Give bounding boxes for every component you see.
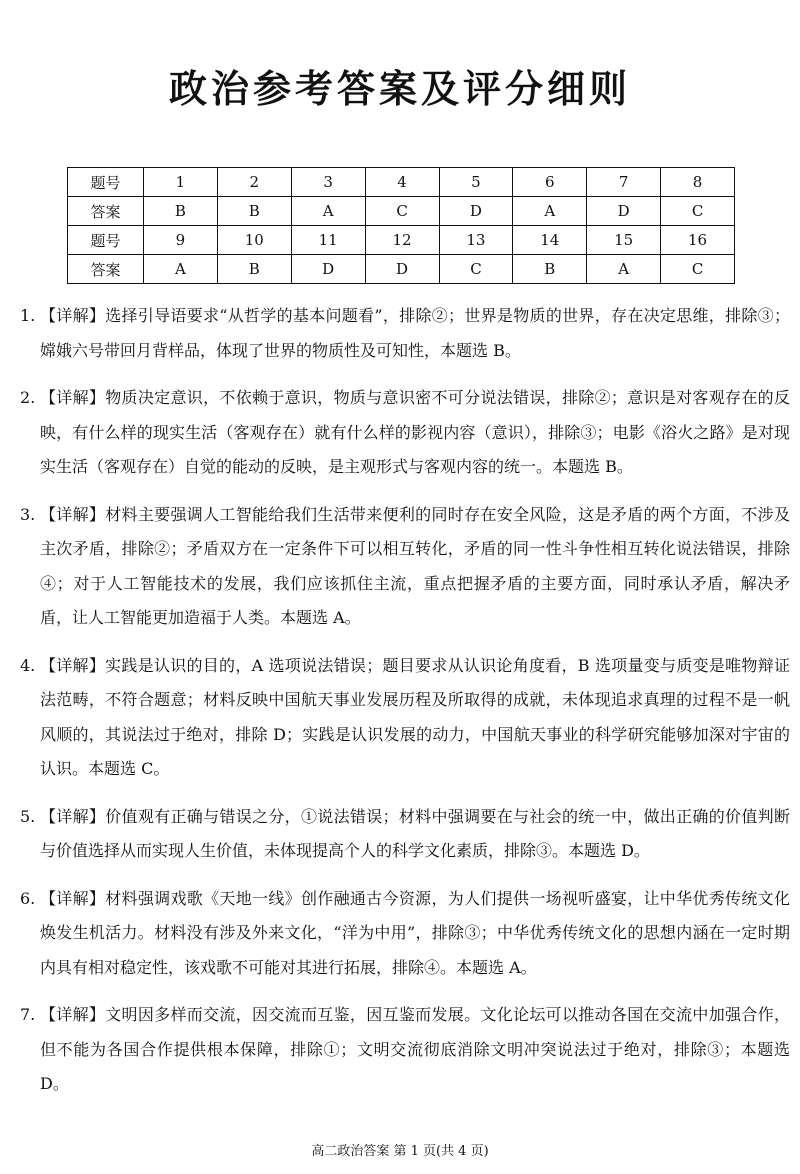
answer-cell: 15 xyxy=(587,226,661,255)
item-text: 【详解】材料强调戏歌《天地一线》创作融通古今资源，为人们提供一场视听盛宴，让中华优秀传统文化焕发生机活力。材料没有涉及外来文化，“洋为中用”，排除③；中华优秀传统文化的思想内涵在一定时期内具有相对稳定性，该戏歌不可能对其进行拓展，排除④。本题选 A。 xyxy=(40,888,790,977)
answer-cell: 16 xyxy=(661,226,735,255)
explanation-item xyxy=(20,381,790,485)
answer-cell: A xyxy=(291,197,365,226)
answer-cell: B xyxy=(513,255,587,284)
answer-cell: 9 xyxy=(144,226,218,255)
answer-cell: D xyxy=(365,255,439,284)
item-number: 6. xyxy=(20,888,36,908)
answer-cell: 6 xyxy=(513,168,587,197)
explanations xyxy=(20,299,790,1102)
item-text: 【详解】文明因多样而交流，因交流而互鉴，因互鉴而发展。文化论坛可以推动各国在交流中加强合作，但不能为各国合作提供根本保障，排除①；文明交流彻底消除文明冲突说法过于绝对，排除③；本题选 D。 xyxy=(40,1005,790,1093)
item-text: 【详解】实践是认识的目的，A 选项说法错误；题目要求从认识论角度看，B 选项量变与质变是唯物辩证法范畴，不符合题意；材料反映中国航天事业发展历程及所取得的成就，未体现追求真理的过程不是一帆风顺的，其说法过于绝对，排除 D；实践是认识发展的动力，中国航天事业的科学研究能够加深对宇宙的认识。本题选 C。 xyxy=(40,655,790,778)
answer-cell: A xyxy=(144,255,218,284)
explanation-item xyxy=(20,649,790,787)
answer-cell: 1 xyxy=(144,168,218,197)
answer-table-row xyxy=(68,168,735,197)
item-number: 1. xyxy=(20,306,36,325)
answer-cell: 4 xyxy=(365,168,439,197)
answer-cell: B xyxy=(144,197,218,226)
answer-cell: C xyxy=(661,197,735,226)
answer-table-row xyxy=(68,226,735,255)
answer-cell: 5 xyxy=(439,168,513,197)
row-label: 答案 xyxy=(68,255,144,284)
explanation-item xyxy=(20,800,790,869)
page-footer: 高二政治答案 第 1 页(共 4 页) xyxy=(311,1144,489,1159)
explanation-item xyxy=(20,998,790,1102)
answer-table-row xyxy=(68,197,735,226)
answer-cell: A xyxy=(587,255,661,284)
page-title: 政治参考答案及评分细则 xyxy=(168,67,631,111)
answer-table xyxy=(67,167,735,284)
answer-table-row xyxy=(68,255,735,284)
answer-cell: 8 xyxy=(661,168,735,197)
answer-cell: C xyxy=(661,255,735,284)
explanation-item xyxy=(20,498,790,636)
item-text: 【详解】价值观有正确与错误之分，①说法错误；材料中强调要在与社会的统一中，做出正确的价值判断与价值选择从而实现人生价值，未体现提高个人的科学文化素质，排除③。本题选 D。 xyxy=(40,806,790,860)
answer-cell: 13 xyxy=(439,226,513,255)
answer-cell: C xyxy=(365,197,439,226)
row-label: 答案 xyxy=(68,197,144,226)
answer-cell: 3 xyxy=(291,168,365,197)
item-number: 2. xyxy=(20,388,36,407)
row-label: 题号 xyxy=(68,226,144,255)
answer-cell: B xyxy=(217,197,291,226)
item-text: 【详解】物质决定意识，不依赖于意识，物质与意识密不可分说法错误，排除②；意识是对客观存在的反映，有什么样的现实生活（客观存在）就有什么样的影视内容（意识），排除③；电影《浴火之路》是对现实生活（客观存在）自觉的能动的反映，是主观形式与客观内容的统一。本题选 B。 xyxy=(40,388,790,476)
answer-cell: D xyxy=(291,255,365,284)
answer-cell: B xyxy=(217,255,291,284)
answer-cell: A xyxy=(513,197,587,226)
item-text: 【详解】材料主要强调人工智能给我们生活带来便利的同时存在安全风险，这是矛盾的两个方面，不涉及主次矛盾，排除②；矛盾双方在一定条件下可以相互转化，矛盾的同一性斗争性相互转化说法错误，排除④；对于人工智能技术的发展，我们应该抓住主流，重点把握矛盾的主要方面，同时承认矛盾，解决矛盾，让人工智能更加造福于人类。本题选 A。 xyxy=(40,504,790,627)
explanation-item xyxy=(20,299,790,368)
explanation-item xyxy=(20,882,790,986)
answer-cell: 11 xyxy=(291,226,365,255)
answer-cell: D xyxy=(439,197,513,226)
answer-cell: 12 xyxy=(365,226,439,255)
item-number: 7. xyxy=(20,1005,36,1024)
item-number: 4. xyxy=(20,655,36,675)
item-number: 5. xyxy=(20,806,36,826)
item-number: 3. xyxy=(20,504,36,524)
answer-cell: 14 xyxy=(513,226,587,255)
answer-cell: C xyxy=(439,255,513,284)
answer-cell: 7 xyxy=(587,168,661,197)
answer-cell: 2 xyxy=(217,168,291,197)
answer-cell: 10 xyxy=(217,226,291,255)
answer-cell: D xyxy=(587,197,661,226)
row-label: 题号 xyxy=(68,168,144,197)
item-text: 【详解】选择引导语要求“从哲学的基本问题看”，排除②；世界是物质的世界，存在决定思维，排除③；嫦娥六号带回月背样品，体现了世界的物质性及可知性，本题选 B。 xyxy=(40,306,790,360)
